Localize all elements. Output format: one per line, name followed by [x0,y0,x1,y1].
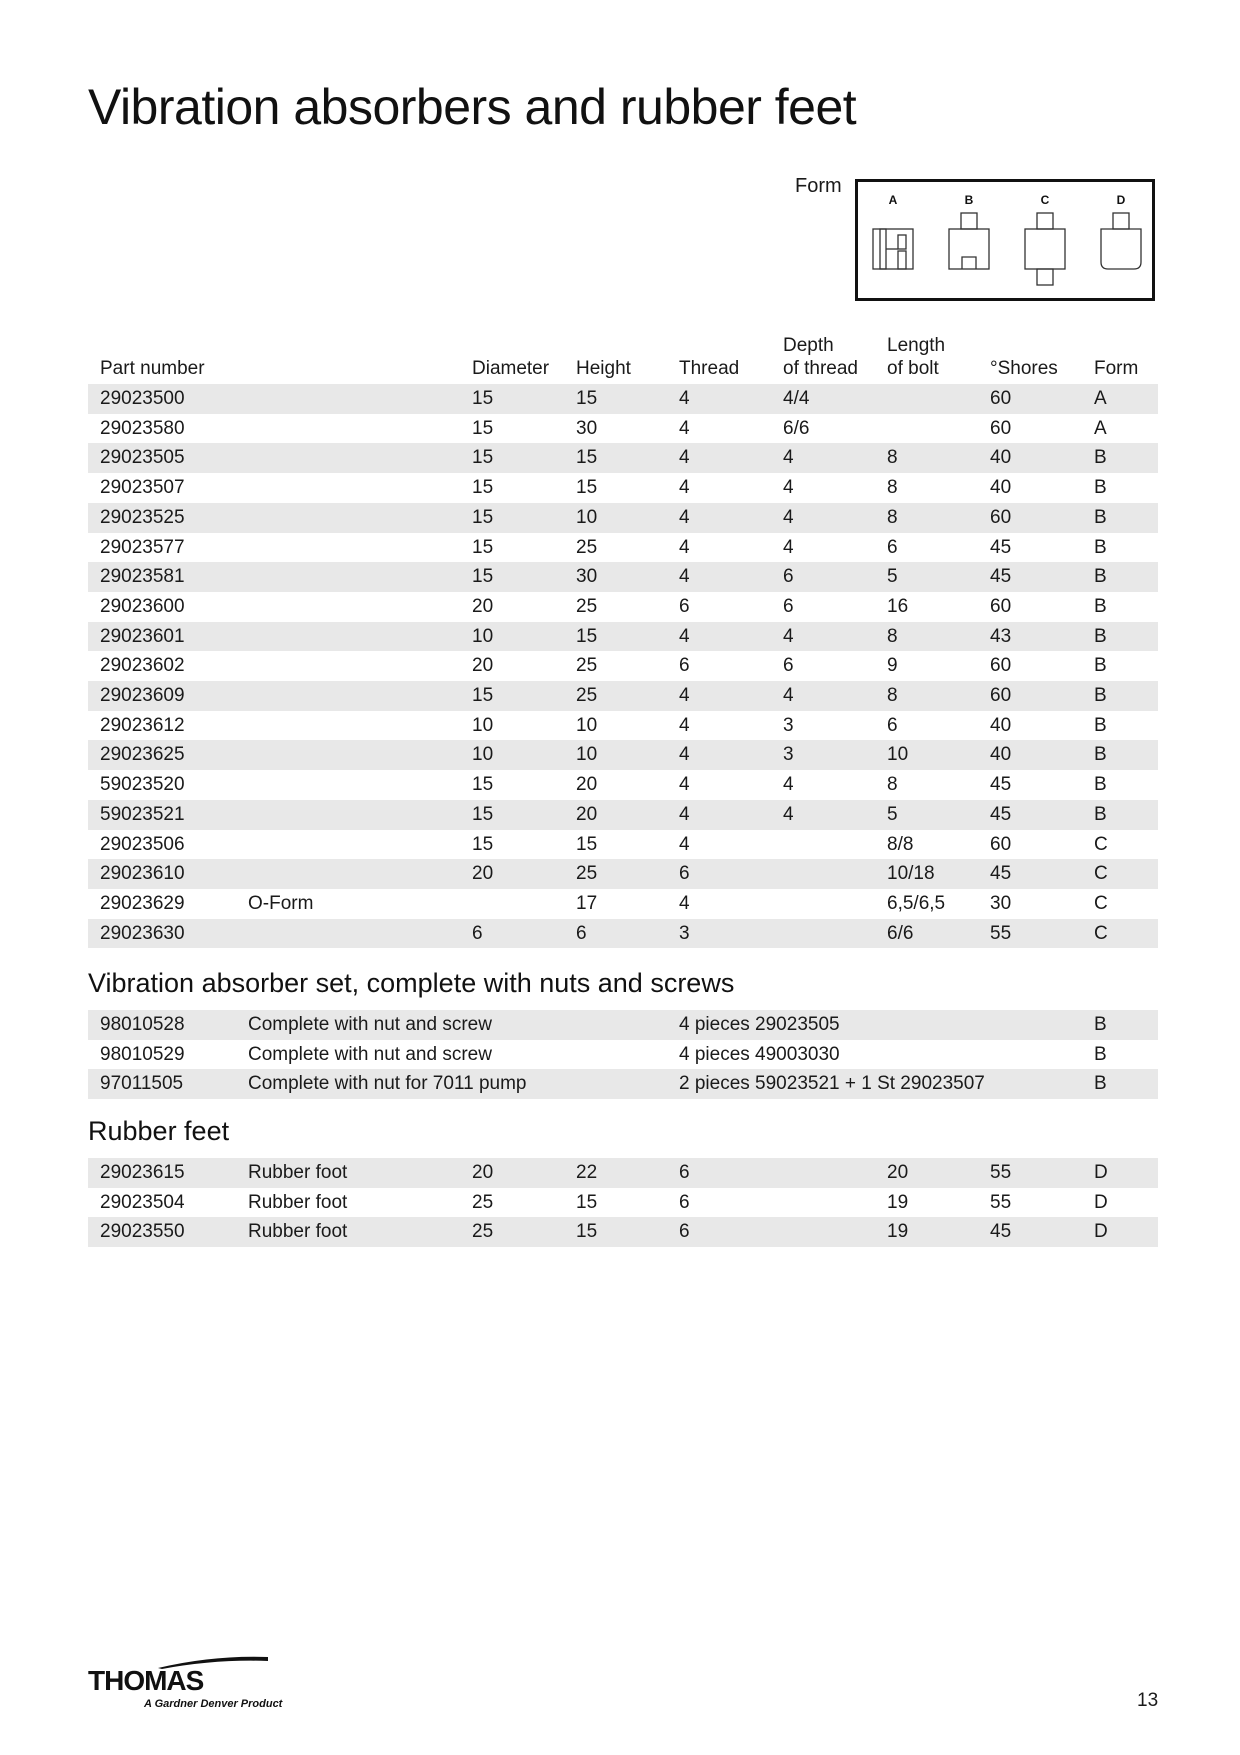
cell-form: B [1082,473,1158,503]
cell-part-number: 29023625 [88,740,236,770]
rubber-feet-heading: Rubber feet [88,1116,230,1146]
cell-diameter: 20 [460,592,564,622]
table-row [88,651,1158,681]
table-row [88,859,1158,889]
cell-diameter: 15 [460,443,564,473]
header-shores: °Shores [990,358,1058,379]
cell-diameter: 15 [460,473,564,503]
cell-depth-of-thread: 4 [771,473,875,503]
cell-description: Complete with nut for 7011 pump [236,1069,667,1099]
cell-diameter: 15 [460,830,564,860]
page-number: 13 [1137,1690,1159,1711]
cell-diameter: 25 [460,1217,564,1247]
cell-shores: 60 [978,651,1082,681]
cell-form: B [1082,651,1158,681]
rubber-feet-body [88,1158,1158,1247]
cell-diameter: 6 [460,919,564,949]
cell-description [236,592,460,622]
table-row [88,770,1158,800]
cell-thread: 4 [667,533,771,563]
cell-shores: 55 [978,919,1082,949]
cell-depth-of-thread: 6 [771,562,875,592]
cell-height: 30 [564,562,667,592]
cell-height: 25 [564,651,667,681]
form-letter-a: A [888,193,898,207]
cell-diameter: 15 [460,681,564,711]
cell-shores: 45 [978,1217,1082,1247]
cell-description: Complete with nut and screw [236,1010,667,1040]
cell-thread: 6 [667,1188,771,1218]
cell-thread: 6 [667,592,771,622]
cell-description [236,473,460,503]
cell-height: 17 [564,889,667,919]
cell-contents: 2 pieces 59023521 + 1 St 29023507 [667,1069,1082,1099]
absorber-set-heading: Vibration absorber set, complete with nuts and screws [88,968,735,998]
absorber-set-table [88,1010,1158,1099]
cell-description [236,740,460,770]
cell-description [236,533,460,563]
table-row [88,1158,1158,1188]
cell-part-number: 98010529 [88,1040,236,1070]
cell-length-of-bolt: 8/8 [875,830,978,860]
main-table-header [88,334,1158,384]
table-row [88,1188,1158,1218]
cell-diameter: 20 [460,651,564,681]
table-row [88,503,1158,533]
cell-shores: 60 [978,592,1082,622]
cell-height: 15 [564,830,667,860]
cell-diameter: 15 [460,503,564,533]
cell-shores: 45 [978,800,1082,830]
table-row [88,740,1158,770]
cell-description [236,384,460,414]
cell-part-number: 59023520 [88,770,236,800]
cell-part-number: 29023612 [88,711,236,741]
cell-length-of-bolt: 19 [875,1217,978,1247]
header-thread: Thread [679,358,740,379]
cell-form: B [1082,681,1158,711]
form-a-shape [873,229,913,269]
cell-description: Rubber foot [236,1158,460,1188]
thomas-logo [88,1653,283,1711]
cell-depth-of-thread: 3 [771,740,875,770]
cell-shores: 45 [978,533,1082,563]
cell-form: B [1082,800,1158,830]
cell-shores: 40 [978,443,1082,473]
header-form: Form [1094,358,1139,379]
cell-height: 15 [564,1217,667,1247]
table-row [88,473,1158,503]
table-row [88,443,1158,473]
cell-part-number: 29023506 [88,830,236,860]
cell-depth-of-thread: 4 [771,681,875,711]
cell-description: Rubber foot [236,1217,460,1247]
cell-length-of-bolt: 9 [875,651,978,681]
header-depth-line1: Depth [783,335,834,356]
cell-depth-of-thread: 4 [771,443,875,473]
cell-length-of-bolt: 8 [875,503,978,533]
table-row [88,830,1158,860]
main-parts-table [88,334,1158,948]
cell-length-of-bolt: 8 [875,622,978,652]
cell-thread: 4 [667,384,771,414]
main-table-body [88,384,1158,948]
cell-length-of-bolt: 10/18 [875,859,978,889]
cell-thread: 4 [667,562,771,592]
cell-part-number: 29023581 [88,562,236,592]
cell-description [236,830,460,860]
cell-height: 20 [564,770,667,800]
cell-part-number: 59023521 [88,800,236,830]
cell-description [236,562,460,592]
page-title: Vibration absorbers and rubber feet [88,79,857,135]
table-row [88,889,1158,919]
form-d-shape [1101,213,1141,269]
cell-thread: 4 [667,622,771,652]
cell-form: A [1082,414,1158,444]
cell-height: 25 [564,533,667,563]
cell-thread: 6 [667,651,771,681]
cell-diameter: 15 [460,414,564,444]
cell-part-number: 29023629 [88,889,236,919]
cell-shores: 45 [978,859,1082,889]
cell-thread: 4 [667,800,771,830]
cell-depth-of-thread: 6 [771,651,875,681]
header-diameter: Diameter [472,358,550,379]
cell-height: 15 [564,443,667,473]
cell-diameter: 15 [460,770,564,800]
cell-shores: 60 [978,681,1082,711]
cell-thread: 4 [667,770,771,800]
cell-length-of-bolt: 8 [875,473,978,503]
cell-description [236,443,460,473]
cell-thread: 4 [667,503,771,533]
cell-height: 6 [564,919,667,949]
form-c-shape [1025,213,1065,285]
cell-length-of-bolt: 16 [875,592,978,622]
table-row [88,919,1158,949]
cell-part-number: 29023525 [88,503,236,533]
cell-height: 25 [564,592,667,622]
cell-form: B [1082,622,1158,652]
cell-thread: 4 [667,830,771,860]
cell-length-of-bolt [875,384,978,414]
cell-depth-of-thread: 4 [771,533,875,563]
cell-form: A [1082,384,1158,414]
cell-thread: 4 [667,443,771,473]
header-depth-line2: of thread [783,358,858,379]
cell-thread: 4 [667,889,771,919]
cell-depth-of-thread: 6/6 [771,414,875,444]
form-b-shape [949,213,989,269]
cell-depth-of-thread: 4 [771,503,875,533]
cell-description [236,681,460,711]
cell-depth-of-thread: 6 [771,592,875,622]
cell-thread: 4 [667,681,771,711]
cell-height: 10 [564,503,667,533]
cell-thread: 4 [667,711,771,741]
cell-form: D [1082,1158,1158,1188]
cell-length-of-bolt: 8 [875,681,978,711]
cell-part-number: 29023580 [88,414,236,444]
cell-form: B [1082,770,1158,800]
header-depth-of-thread [771,334,875,384]
cell-height: 15 [564,384,667,414]
cell-depth-of-thread [771,919,875,949]
cell-height: 10 [564,711,667,741]
table-row [88,711,1158,741]
cell-diameter: 15 [460,533,564,563]
cell-length-of-bolt: 20 [875,1158,978,1188]
cell-depth-of-thread [771,889,875,919]
cell-part-number: 29023577 [88,533,236,563]
cell-part-number: 29023615 [88,1158,236,1188]
table-row [88,562,1158,592]
cell-thread: 6 [667,1158,771,1188]
cell-shores: 60 [978,503,1082,533]
table-row [88,800,1158,830]
cell-form: B [1082,503,1158,533]
form-legend-label: Form [795,175,842,197]
cell-description [236,622,460,652]
form-legend-diagram [855,179,1155,301]
cell-length-of-bolt: 8 [875,443,978,473]
cell-form: C [1082,889,1158,919]
cell-contents: 4 pieces 29023505 [667,1010,1082,1040]
cell-description [236,711,460,741]
cell-diameter: 15 [460,384,564,414]
cell-part-number: 29023609 [88,681,236,711]
cell-shores: 60 [978,830,1082,860]
cell-thread: 4 [667,473,771,503]
cell-height: 30 [564,414,667,444]
cell-thread: 4 [667,414,771,444]
table-row [88,622,1158,652]
cell-part-number: 97011505 [88,1069,236,1099]
cell-height: 15 [564,473,667,503]
cell-description [236,503,460,533]
table-row [88,592,1158,622]
form-letter-c: C [1040,193,1050,207]
table-row [88,1010,1158,1040]
cell-shores: 40 [978,711,1082,741]
cell-description [236,770,460,800]
cell-diameter: 10 [460,711,564,741]
cell-depth-of-thread: 4 [771,800,875,830]
cell-length-of-bolt: 6 [875,533,978,563]
cell-depth-of-thread: 3 [771,711,875,741]
cell-height: 25 [564,681,667,711]
cell-form: B [1082,1069,1158,1099]
cell-length-of-bolt: 10 [875,740,978,770]
cell-thread: 6 [667,1217,771,1247]
cell-thread: 4 [667,740,771,770]
cell-part-number: 29023500 [88,384,236,414]
cell-form: C [1082,830,1158,860]
cell-length-of-bolt: 6,5/6,5 [875,889,978,919]
cell-diameter: 20 [460,1158,564,1188]
cell-part-number: 29023505 [88,443,236,473]
cell-shores: 43 [978,622,1082,652]
cell-part-number: 29023504 [88,1188,236,1218]
cell-length-of-bolt: 5 [875,562,978,592]
cell-height: 10 [564,740,667,770]
absorber-set-body [88,1010,1158,1099]
header-length-line1: Length [887,335,946,356]
cell-part-number: 98010528 [88,1010,236,1040]
form-letter-b: B [964,193,974,207]
cell-length-of-bolt: 6 [875,711,978,741]
cell-form: C [1082,859,1158,889]
cell-part-number: 29023550 [88,1217,236,1247]
rubber-feet-table [88,1158,1158,1247]
cell-form: D [1082,1188,1158,1218]
header-height: Height [576,358,631,379]
cell-description [236,919,460,949]
cell-description: Complete with nut and screw [236,1040,667,1070]
cell-depth-of-thread: 4 [771,622,875,652]
header-description [236,334,460,384]
cell-description [236,859,460,889]
cell-part-number: 29023630 [88,919,236,949]
cell-description [236,800,460,830]
cell-depth-of-thread [771,1158,875,1188]
cell-length-of-bolt: 6/6 [875,919,978,949]
logo-tagline: A Gardner Denver Product [144,1698,283,1710]
header-part-number: Part number [100,358,205,379]
cell-thread: 6 [667,859,771,889]
header-length-line2: of bolt [887,358,939,379]
cell-part-number: 29023601 [88,622,236,652]
header-length-of-bolt [875,334,978,384]
cell-description: O-Form [236,889,460,919]
cell-shores: 55 [978,1188,1082,1218]
form-shapes-svg [858,182,1152,298]
cell-length-of-bolt: 5 [875,800,978,830]
cell-shores: 30 [978,889,1082,919]
logo-wordmark: THOMAS [88,1665,204,1696]
cell-part-number: 29023600 [88,592,236,622]
cell-form: B [1082,740,1158,770]
table-row [88,1217,1158,1247]
cell-depth-of-thread [771,1217,875,1247]
cell-diameter [460,889,564,919]
cell-depth-of-thread [771,859,875,889]
cell-form: B [1082,562,1158,592]
cell-form: B [1082,1010,1158,1040]
cell-height: 25 [564,859,667,889]
table-row [88,384,1158,414]
cell-description: Rubber foot [236,1188,460,1218]
cell-description [236,651,460,681]
table-row [88,681,1158,711]
form-letter-d: D [1116,193,1126,207]
cell-depth-of-thread: 4 [771,770,875,800]
cell-form: C [1082,919,1158,949]
cell-part-number: 29023507 [88,473,236,503]
cell-height: 22 [564,1158,667,1188]
cell-length-of-bolt: 8 [875,770,978,800]
cell-depth-of-thread: 4/4 [771,384,875,414]
cell-diameter: 15 [460,562,564,592]
cell-length-of-bolt: 19 [875,1188,978,1218]
cell-form: B [1082,443,1158,473]
cell-shores: 45 [978,562,1082,592]
cell-contents: 4 pieces 49003030 [667,1040,1082,1070]
cell-description [236,414,460,444]
cell-shores: 60 [978,414,1082,444]
cell-part-number: 29023610 [88,859,236,889]
cell-shores: 45 [978,770,1082,800]
table-row [88,1069,1158,1099]
cell-thread: 3 [667,919,771,949]
cell-shores: 55 [978,1158,1082,1188]
table-row [88,1040,1158,1070]
cell-height: 15 [564,1188,667,1218]
table-row [88,533,1158,563]
cell-height: 15 [564,622,667,652]
cell-part-number: 29023602 [88,651,236,681]
cell-diameter: 10 [460,740,564,770]
cell-form: B [1082,592,1158,622]
cell-depth-of-thread [771,830,875,860]
cell-depth-of-thread [771,1188,875,1218]
cell-diameter: 20 [460,859,564,889]
cell-form: B [1082,533,1158,563]
cell-length-of-bolt [875,414,978,444]
table-row [88,414,1158,444]
cell-diameter: 25 [460,1188,564,1218]
cell-diameter: 15 [460,800,564,830]
cell-height: 20 [564,800,667,830]
cell-shores: 40 [978,740,1082,770]
cell-form: B [1082,711,1158,741]
cell-diameter: 10 [460,622,564,652]
cell-form: D [1082,1217,1158,1247]
cell-shores: 60 [978,384,1082,414]
cell-shores: 40 [978,473,1082,503]
cell-form: B [1082,1040,1158,1070]
